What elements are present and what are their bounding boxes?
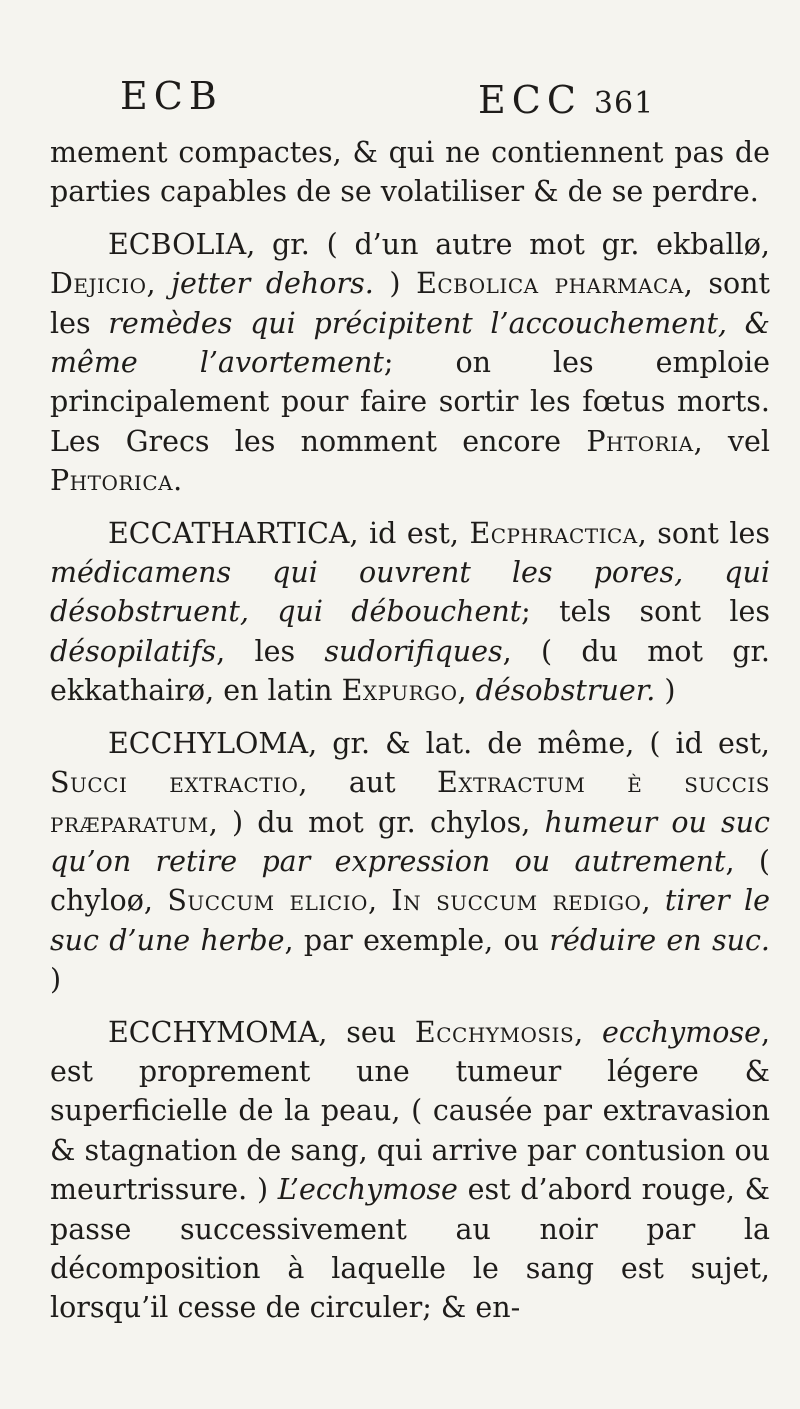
text-span: ) (655, 674, 676, 708)
text-span: , aut (298, 766, 438, 800)
italic-text: médicamens qui ouvrent les pores, qui désobstruent, qui débouchent (50, 556, 770, 629)
text-span: ; on les emploie principalement pour faire sortir les fœtus morts. Les Grecs les nomment encore (50, 346, 770, 458)
text-span: , gr. & lat. de même, ( id est, (308, 726, 770, 760)
entry-ecchymoma (50, 1013, 770, 1328)
italic-text: jetter dehors. (171, 267, 374, 301)
text-span: est d’abord rouge, & passe successivement au noir par la décomposition à laquelle le sang est sujet, lorsqu’il cesse de circuler; & en- (50, 1173, 770, 1325)
text-span: . (173, 464, 183, 498)
text-span: , ) du mot gr. chylos, (208, 805, 545, 839)
italic-text: tirer le suc d’une herbe (50, 884, 770, 957)
header-left-guideword: ECB (120, 74, 223, 118)
paragraph-continuation (50, 133, 770, 212)
text-span: ) (373, 267, 417, 301)
headword: ECCHYLOMA (108, 726, 309, 760)
headword: ECCATHARTICA (108, 516, 350, 550)
text-span: , vel (693, 424, 770, 458)
text-span: ) (50, 963, 62, 997)
text-span: , sont les (637, 516, 770, 550)
running-header (0, 70, 800, 130)
italic-text: humeur ou suc qu’on retire par expression ou autrement (50, 805, 771, 878)
small-caps-text: Ecbolica pharmaca (416, 267, 684, 301)
header-right-guideword (478, 78, 654, 122)
text-span: , sont les (50, 267, 770, 340)
text-span: mement compactes, & qui ne contiennent pas de parties capables de se volatiliser & de se perdre. (50, 136, 770, 209)
italic-text: ecchymose (602, 1015, 761, 1049)
text-span: , id est, (349, 516, 470, 550)
italic-text: désopilatifs (50, 634, 217, 668)
small-caps-text: Expurgo (341, 674, 458, 708)
text-span: , seu (318, 1015, 415, 1049)
text-span: , (641, 884, 665, 918)
headword: ECCHYMOMA (108, 1015, 319, 1049)
small-caps-text: Phtoria (586, 424, 694, 458)
small-caps-text: Dejicio (50, 267, 147, 301)
text-span: , les (216, 634, 325, 668)
text-span: , par exemple, ou (284, 923, 550, 957)
headword: ECBOLIA (108, 227, 247, 261)
italic-text: remèdes qui précipitent l’accouchement, & même l’avortement (50, 306, 770, 380)
text-span: ; tels sont les (521, 595, 770, 629)
small-caps-text: Succi extractio (50, 766, 299, 800)
text-span: , est proprement une tumeur légere & superficielle de la peau, ( causée par extravasion & stagnation de sang, qui arrive par contusion ou meurtrissure. ) (50, 1015, 770, 1207)
page-number: 361 (593, 86, 655, 121)
body-text (50, 133, 770, 1328)
small-caps-text: In succum redigo (391, 884, 642, 918)
entry-eccathartica (50, 514, 770, 711)
text-span: , ( du mot gr. ekkathairø, en latin (50, 634, 770, 708)
small-caps-text: Ecphractica (469, 516, 638, 550)
small-caps-text: Extractum è succis præparatum (50, 766, 770, 839)
italic-text: réduire en suc. (549, 923, 770, 957)
small-caps-text: Ecchymosis (414, 1015, 575, 1049)
header-right-text: ECC (478, 78, 582, 122)
small-caps-text: Succum elicio (167, 884, 368, 918)
entry-ecchyloma (50, 724, 770, 1000)
text-span: , gr. ( d’un autre mot gr. ekballø, (246, 227, 770, 261)
text-span: , (574, 1015, 603, 1049)
text-span: , (457, 674, 476, 708)
entry-ecbolia (50, 225, 770, 501)
text-span: , (367, 884, 392, 918)
small-caps-text: Phtorica (50, 464, 174, 498)
italic-text: désobstruer. (475, 674, 656, 708)
italic-text: sudorifiques (324, 634, 503, 668)
italic-text: L’ecchymose (277, 1173, 458, 1207)
text-span: , ( chyloø, (50, 844, 770, 918)
text-span: , (146, 267, 172, 301)
